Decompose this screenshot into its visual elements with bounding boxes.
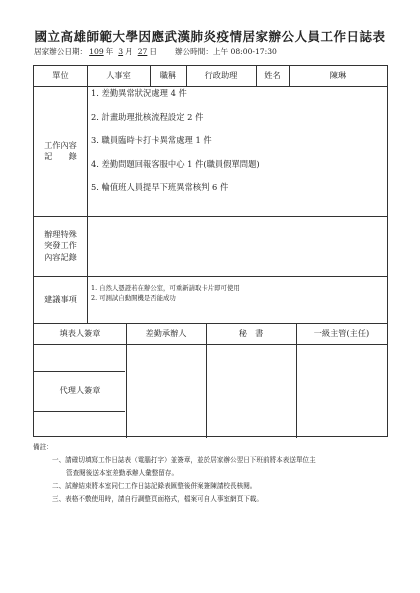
month-value[interactable]: 3 (118, 47, 124, 56)
special-task-field[interactable] (87, 216, 387, 276)
year-unit: 年 (105, 47, 114, 56)
director-label: 一級主管(主任) (313, 327, 370, 338)
agent-signature-field[interactable] (34, 411, 126, 438)
meta-line (34, 46, 277, 57)
date-label: 居家辦公日期： (34, 47, 88, 56)
year-value[interactable]: 109 (89, 47, 104, 56)
work-record-item: 5. 輪值班人員提早下班異常核判 6 件 (91, 182, 229, 192)
suggestion-item: 2. 可測試自動開機是否能成功 (91, 294, 176, 302)
work-log-table (33, 65, 388, 437)
name-value[interactable]: 陳琳 (329, 70, 347, 81)
suggestions-label: 建議事項 (44, 293, 77, 304)
position-value[interactable]: 行政助理 (204, 70, 238, 81)
handler-signature-field[interactable] (126, 344, 206, 438)
remark-item: 一、請確切填寫工作日誌表（電腦打字）並簽章，並於居家辦公翌日下班前將本表送單位主 (52, 456, 316, 464)
filler-signature-field[interactable] (34, 344, 126, 371)
agent-signature-label: 代理人簽章 (59, 385, 101, 396)
name-label: 姓名 (264, 70, 281, 81)
office-hours: 辦公時間：上午 08:00-17:30 (174, 47, 277, 56)
work-record-item: 1. 差勤異常狀況處理 4 件 (91, 88, 187, 98)
work-record-item: 3. 職員臨時卡打卡異常處理 1 件 (91, 135, 212, 145)
remark-item: 三、表格不敷使用時，請自行調整頁面格式，檔案可自人事室網頁下載。 (52, 495, 263, 503)
secretary-label: 秘 書 (238, 327, 264, 338)
suggestion-item: 1. 自然人憑證若在辦公室，可重新請取卡片即可使用 (91, 284, 240, 292)
work-record-list[interactable] (91, 86, 260, 204)
secretary-signature-field[interactable] (206, 344, 296, 438)
remarks (33, 437, 388, 506)
unit-label: 單位 (52, 70, 69, 81)
day-unit: 日 (149, 47, 157, 56)
work-record-item: 2. 計畫助理批核流程設定 2 件 (91, 111, 204, 122)
handler-label: 差勤承辦人 (145, 327, 187, 338)
work-record-label: 工作內容 記 錄 (44, 139, 77, 161)
remark-item: 二、試辦結束將本室同仁工作日誌記錄表匯整後併案簽陳請校長核閱。 (52, 482, 257, 490)
day-value[interactable]: 27 (137, 47, 148, 56)
unit-value[interactable]: 人事室 (106, 70, 131, 81)
remarks-heading: 備註： (33, 443, 53, 451)
director-signature-field[interactable] (296, 344, 387, 438)
remark-item-continued: 管查閱後送本室差勤承辦人彙整留存。 (66, 469, 179, 477)
form-title: 國立高雄師範大學因應武漢肺炎疫情居家辦公人員工作日誌表 (34, 29, 386, 44)
position-label: 職稱 (159, 70, 177, 81)
filler-signature-label: 填表人簽章 (59, 327, 101, 338)
work-record-item: 4. 差勤問題回報客服中心 1 件(職員假單問題) (91, 158, 260, 169)
suggestions-list[interactable] (91, 283, 240, 303)
special-task-label: 辦理特殊 突發工作 內容記錄 (44, 229, 77, 262)
month-unit: 月 (125, 47, 133, 56)
